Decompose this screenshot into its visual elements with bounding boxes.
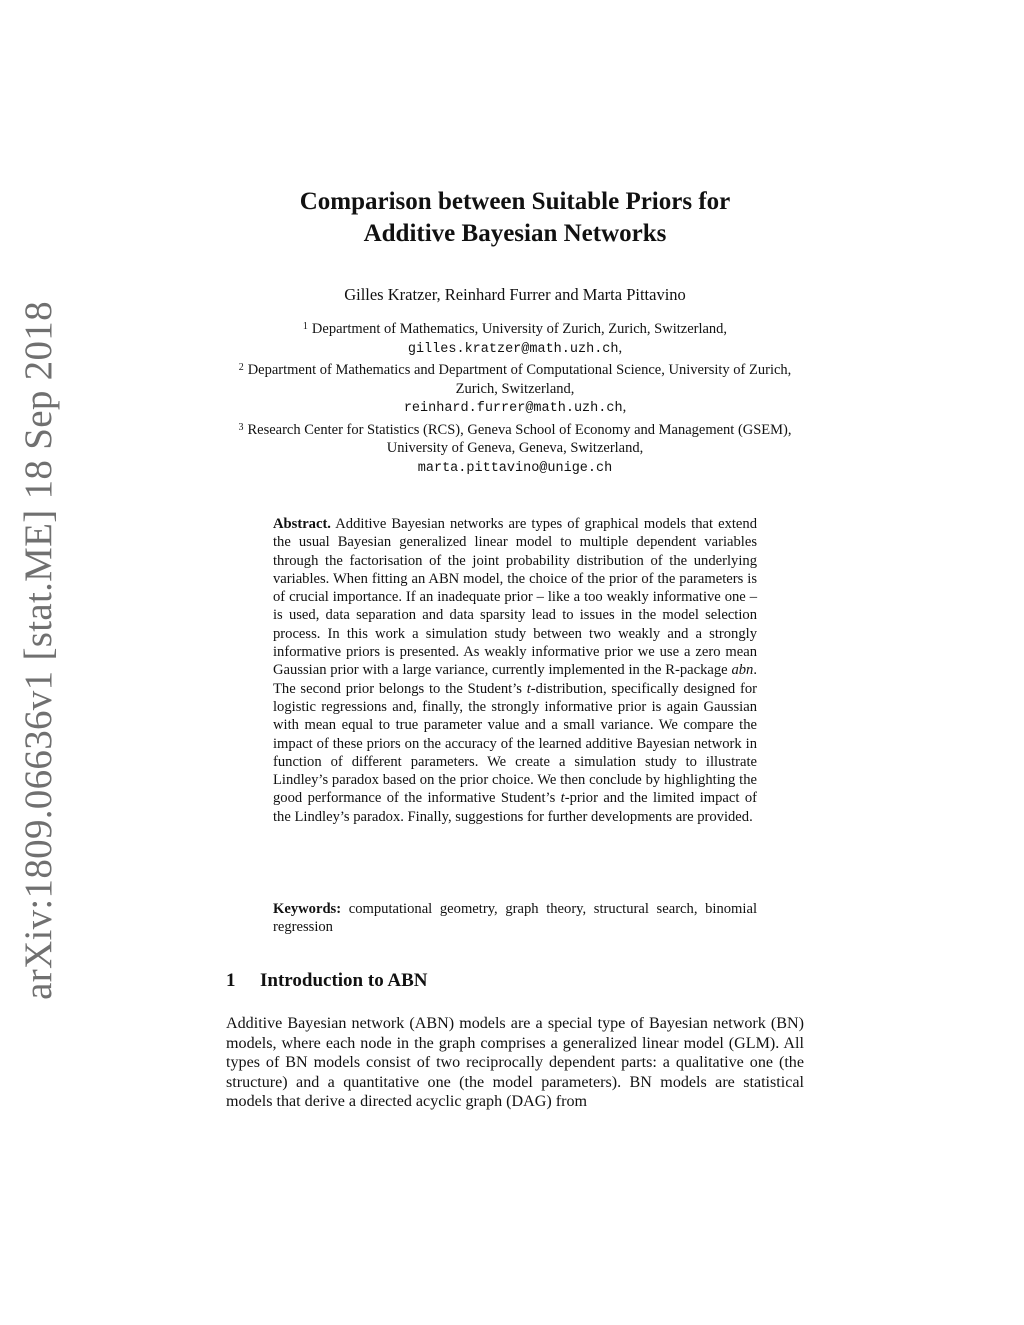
abstract-package-name: abn (731, 662, 754, 679)
arxiv-identifier: arXiv:1809.06636v1 [stat.ME] 18 Sep 2018 (16, 300, 60, 1000)
abstract-text-4: -prior and the limited impact of the Lindley’s paradox. Finally, suggestions for further developments are provided. (273, 790, 757, 825)
abstract-text-1: Additive Bayesian networks are types of graphical models that extend the usual Bayesian generalized linear model to multiple dependent variables through the factorisation of the joint probability distribution of the underlying variables. When fitting an ABN model, the choice of the prior of the parameters is of crucial importance. If an inadequate prior – like a too weakly informative one – is used, data separation and data sparsity lead to issues in the model selection process. In this work a simulation study between two weakly and a strongly informative priors is presented. As weakly informative prior we use a zero mean Gaussian prior with a large variance, currently implemented in the R-package (273, 516, 757, 679)
abstract-t-symbol: t (526, 680, 531, 697)
affiliation-2: $^2$ Department of Mathematics and Department of Computational Science, University of Zurich, Zurich, Switzerland, reinhard.furrer@math.uzh.ch, (238, 362, 792, 416)
keywords-text: computational geometry, graph theory, structural search, binomial regression (273, 901, 757, 936)
affiliation-text: Research Center for Statistics (RCS), Geneva School of Economy and Management (GSEM), University of Geneva, Geneva, Switzerland, (247, 421, 792, 456)
section-title-text: Introduction to ABN (260, 970, 428, 991)
intro-paragraph: Additive Bayesian network (ABN) models are a special type of Bayesian network (BN) models, where each node in the graph comprises a generalized linear model (GLM). All types of BN models consist of two reciprocally dependent parts: a qualitative one (the structure) and a quantitative one (the model parameters). BN models are statistical models that derive a directed acyclic graph (DAG) from (226, 1015, 804, 1110)
paper-title (180, 186, 850, 250)
affiliation-number: 2 (238, 362, 244, 373)
keywords-label: Keywords: (273, 901, 342, 917)
affiliation-number: 1 (302, 321, 308, 332)
section-number: 1 (226, 970, 236, 991)
section-heading (226, 970, 428, 992)
abstract-text-3: -distribution, specifically designed for logistic regressions and, finally, the strongly informative prior is again Gaussian with mean equal to true parameter value and a small variance. We compare the impact of these priors on the accuracy of the learned additive Bayesian network in function of different parameters. We create a simulation study to illustrate Lindley’s paradox based on the prior choice. We then conclude by highlighting the good performance of the informative Student’s (273, 680, 757, 807)
keywords (273, 900, 757, 937)
abstract-label: Abstract. (273, 516, 331, 532)
author-list: Gilles Kratzer, Reinhard Furrer and Marta Pittavino (344, 285, 686, 304)
affiliation-3 (218, 419, 812, 479)
affiliation-number: 3 (238, 421, 244, 433)
abstract (273, 515, 757, 826)
abstract-t-symbol: t (560, 790, 565, 807)
affiliation-text: Department of Mathematics, University of Zurich, Zurich, Switzerland, (311, 321, 728, 337)
abstract-text-2: . The second prior belongs to the Student’s (273, 662, 757, 697)
email-link[interactable]: marta.pittavino@unige.ch (417, 460, 613, 476)
affiliation-1: $^1$ Department of Mathematics, University of Zurich, Zurich, Switzerland, gilles.kratzer@math.uzh.ch, (302, 321, 728, 357)
email-link[interactable]: reinhard.furrer@math.uzh.ch (403, 401, 623, 416)
title-line-2: Additive Bayesian Networks (363, 220, 667, 247)
email-link[interactable]: gilles.kratzer@math.uzh.ch (407, 341, 619, 357)
arxiv-identifier-sidebar (8, 300, 68, 1000)
affiliation-text: Department of Mathematics and Department of Computational Science, University of Zurich, Zurich, Switzerland, (247, 362, 792, 397)
affiliations (218, 318, 812, 478)
title-line-1: Comparison between Suitable Priors for (299, 188, 731, 215)
